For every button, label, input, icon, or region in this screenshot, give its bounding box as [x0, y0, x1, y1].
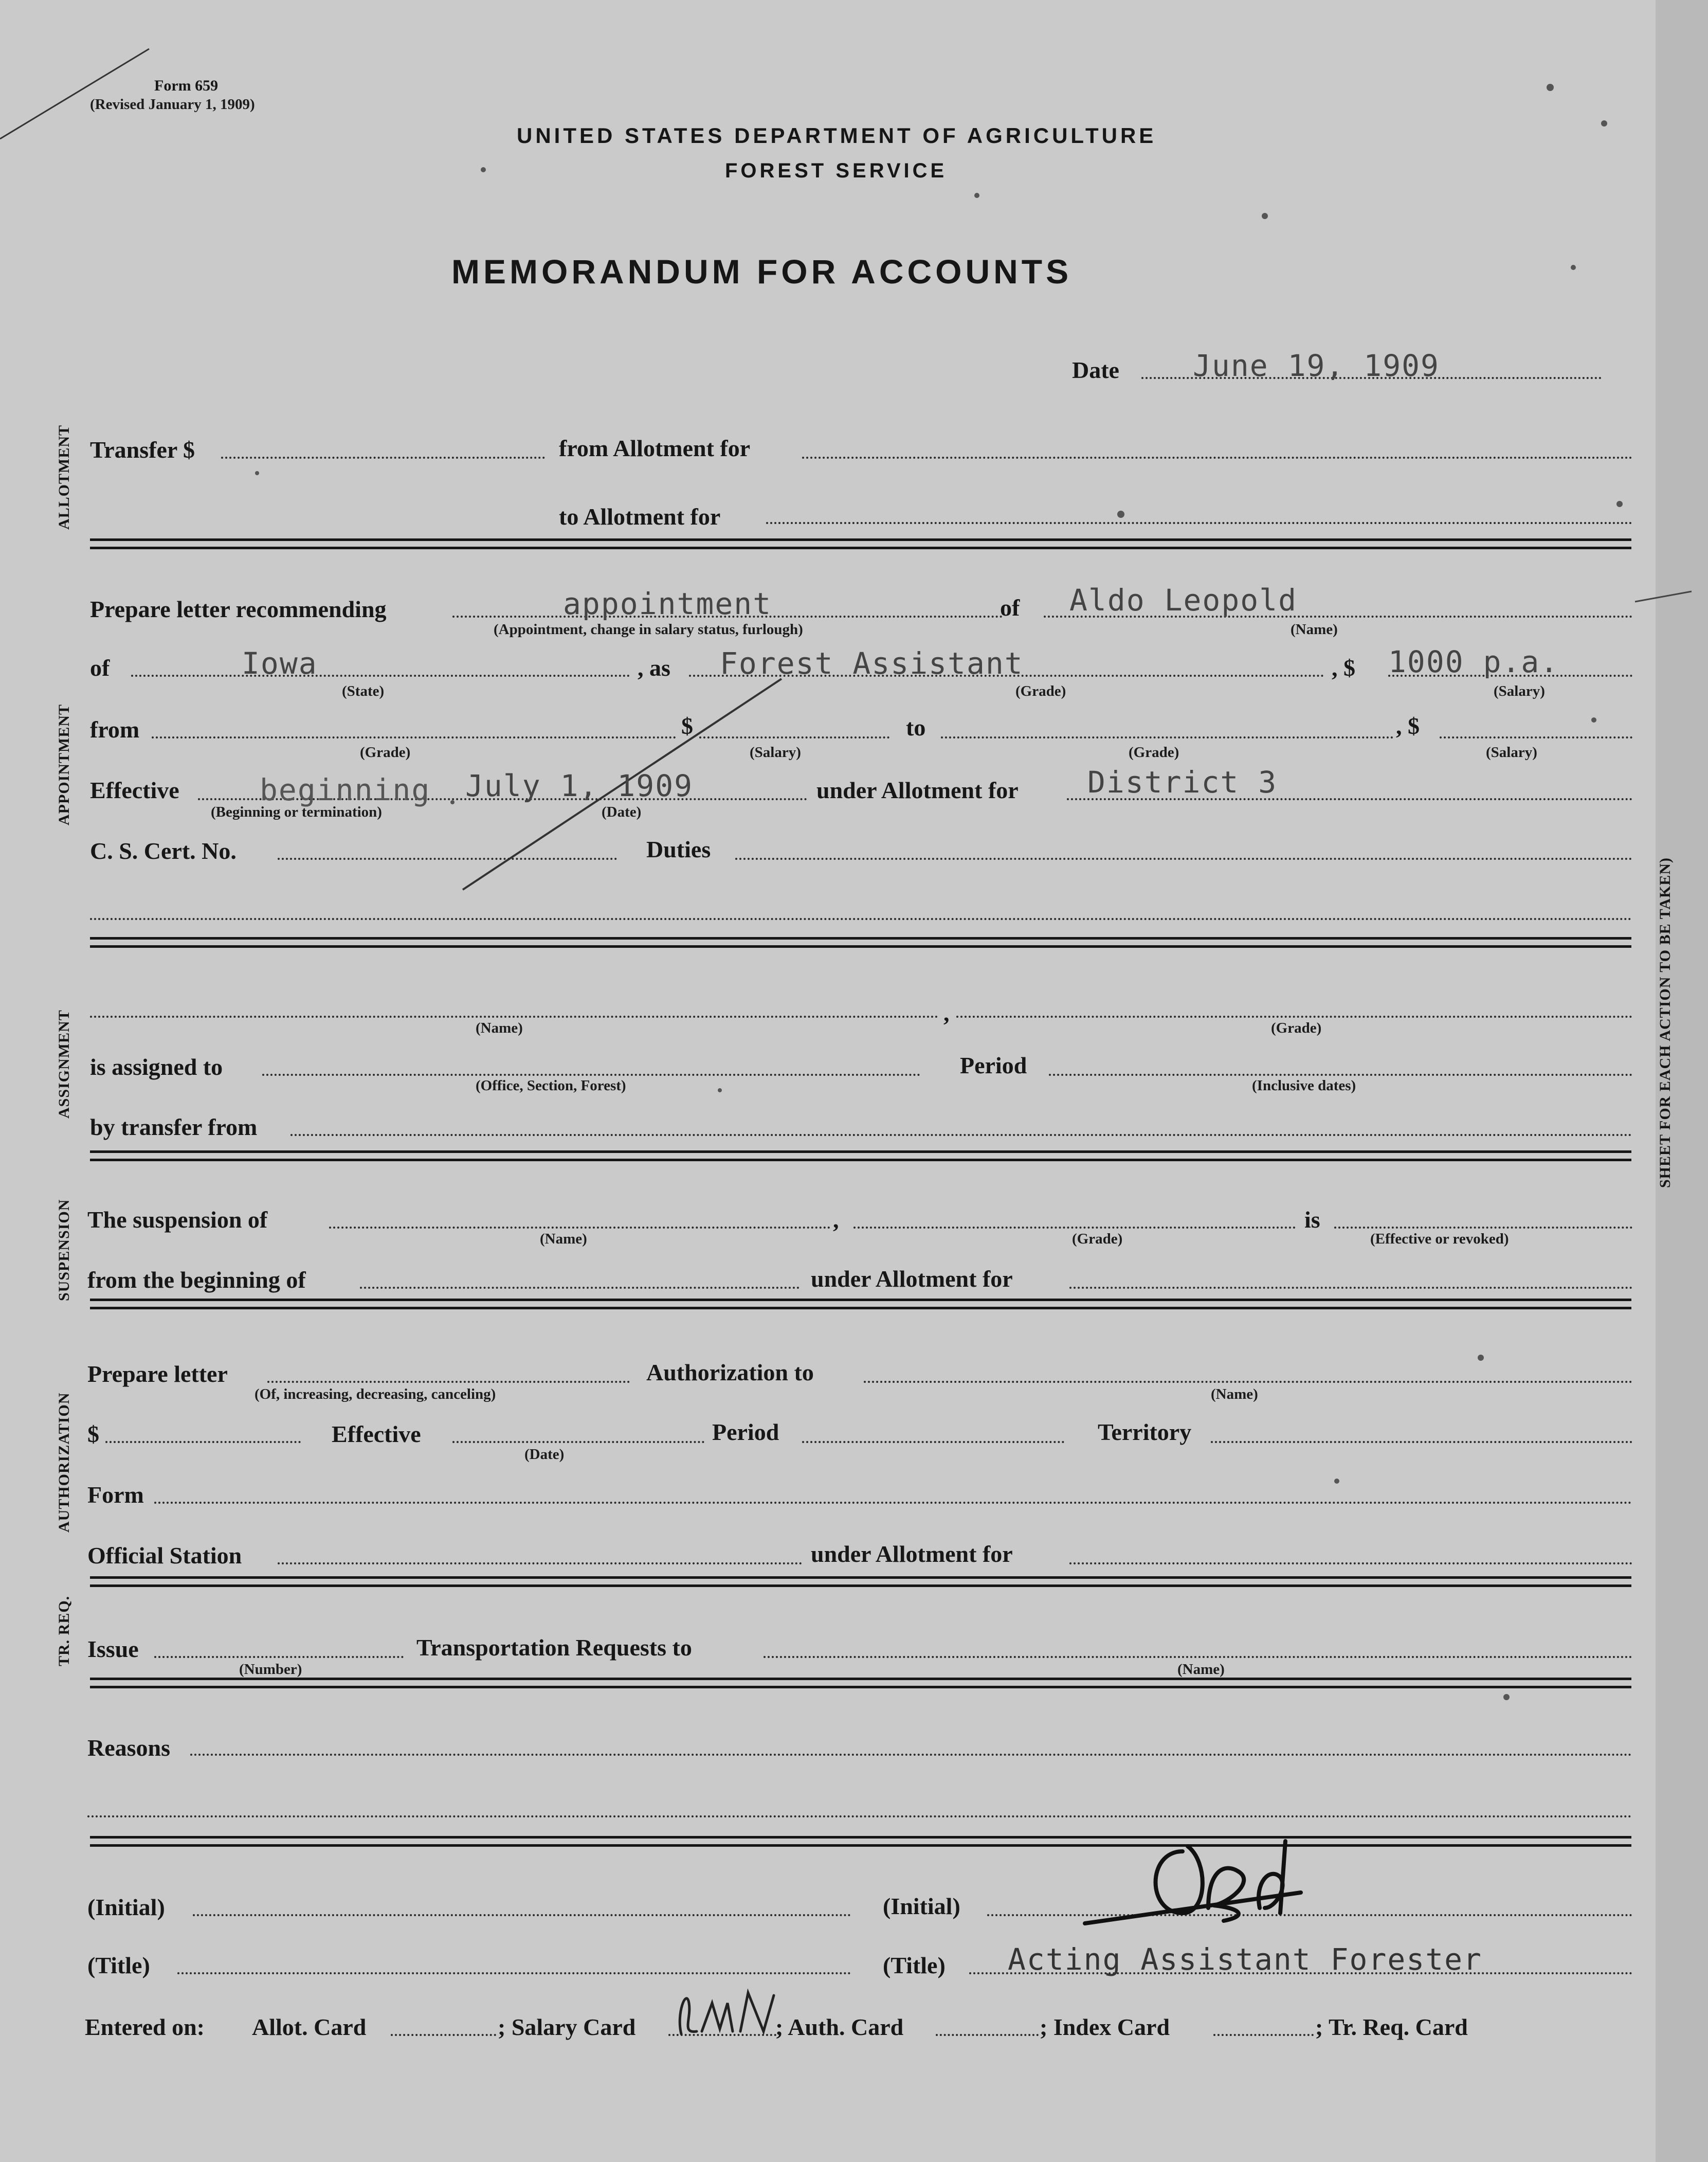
section-rule: [90, 1686, 1631, 1688]
assignee-comma: ,: [943, 1000, 950, 1026]
salary-card-label: ; Salary Card: [498, 2014, 636, 2040]
issue-number-caption: (Number): [239, 1661, 302, 1678]
auth-effective-field[interactable]: [452, 1441, 704, 1443]
section-rule: [90, 937, 1631, 940]
period-field[interactable]: [1049, 1074, 1632, 1076]
under-allotment-label: under Allotment for: [816, 777, 1019, 803]
auth-card-field[interactable]: [936, 2034, 1039, 2036]
section-rule: [90, 1576, 1631, 1579]
prepare-letter-label: Prepare letter recommending: [90, 596, 387, 622]
section-rule: [90, 538, 1631, 541]
initial-field-left[interactable]: [193, 1914, 851, 1916]
to-dollar-label: , $: [1396, 713, 1420, 739]
to-grade-caption: (Grade): [1129, 744, 1179, 761]
cert-label: C. S. Cert. No.: [90, 838, 237, 864]
page-title: MEMORANDUM FOR ACCOUNTS: [451, 253, 1073, 291]
suspension-under-label: under Allotment for: [811, 1266, 1013, 1292]
date-label: Date: [1072, 357, 1119, 383]
auth-territory-label: Territory: [1098, 1419, 1192, 1445]
index-card-field[interactable]: [1213, 2034, 1314, 2036]
duties-field-line2[interactable]: [90, 918, 1632, 920]
reasons-field-line2[interactable]: [87, 1815, 1632, 1817]
tr-req-card-label: ; Tr. Req. Card: [1315, 2014, 1468, 2040]
initials-signature: [1054, 1831, 1321, 1944]
auth-effective-label: Effective: [332, 1421, 421, 1447]
auth-date-caption: (Date): [524, 1446, 565, 1463]
side-label-suspension: SUSPENSION: [56, 1199, 72, 1301]
reasons-label: Reasons: [87, 1735, 171, 1761]
requests-to-field[interactable]: [764, 1656, 1632, 1658]
side-label-right-margin: SHEET FOR EACH ACTION TO BE TAKEN): [1657, 857, 1674, 1188]
salary-card-initials: [666, 1983, 789, 2044]
assigned-to-field[interactable]: [262, 1074, 920, 1076]
transfer-from-label: by transfer from: [90, 1114, 258, 1140]
to-salary-caption: (Salary): [1486, 744, 1537, 761]
section-rule: [90, 547, 1631, 549]
section-rule: [90, 1844, 1631, 1847]
duties-label: Duties: [646, 836, 711, 862]
auth-territory-field[interactable]: [1211, 1441, 1632, 1443]
auth-period-label: Period: [712, 1419, 779, 1445]
section-rule: [90, 1307, 1631, 1309]
title-field-left[interactable]: [177, 1972, 851, 1974]
requests-name-caption: (Name): [1177, 1661, 1225, 1678]
auth-prepare-field[interactable]: [267, 1381, 630, 1383]
department-heading: UNITED STATES DEPARTMENT OF AGRICULTURE: [517, 123, 1157, 148]
auth-form-label: Form: [87, 1482, 144, 1508]
title-value: Acting Assistant Forester: [1008, 1942, 1482, 1977]
suspension-grade-field[interactable]: [853, 1227, 1296, 1229]
allot-card-label: Allot. Card: [252, 2014, 367, 2040]
auth-name-caption: (Name): [1211, 1386, 1258, 1402]
auth-station-label: Official Station: [87, 1542, 242, 1569]
action-caption: (Appointment, change in salary status, furlough): [494, 621, 803, 638]
office-caption: (Office, Section, Forest): [476, 1077, 626, 1094]
effective-date-value: July 1, 1909: [465, 768, 694, 803]
from-salary-field[interactable]: [699, 736, 889, 738]
to-grade-field[interactable]: [941, 736, 1393, 738]
issue-number-field[interactable]: [154, 1656, 404, 1658]
auth-to-label: Authorization to: [646, 1359, 814, 1385]
from-label: from: [90, 716, 140, 743]
state-caption: (State): [342, 683, 385, 699]
side-label-assignment: ASSIGNMENT: [56, 1010, 72, 1119]
from-dollar-label: $: [681, 713, 693, 739]
section-rule: [90, 945, 1631, 948]
duties-field[interactable]: [735, 858, 1632, 860]
suspension-name-caption: (Name): [540, 1231, 587, 1247]
transfer-label: Transfer $: [90, 437, 195, 463]
form-revised: (Revised January 1, 1909): [90, 96, 255, 113]
requests-label: Transportation Requests to: [416, 1634, 692, 1661]
suspension-from-field[interactable]: [360, 1287, 800, 1289]
to-label: to: [906, 714, 926, 741]
side-label-authorization: AUTHORIZATION: [56, 1392, 72, 1533]
assignee-name-caption: (Name): [476, 1020, 523, 1036]
to-salary-field[interactable]: [1440, 736, 1632, 738]
issue-label: Issue: [87, 1636, 139, 1662]
section-rule: [90, 1584, 1631, 1587]
grade-caption: (Grade): [1015, 683, 1066, 699]
action-value: appointment: [563, 586, 772, 621]
of-state-label: of: [90, 655, 110, 681]
suspension-status-caption: (Effective or revoked): [1370, 1231, 1509, 1247]
date-value: June 19, 1909: [1193, 348, 1440, 383]
service-heading: FOREST SERVICE: [725, 159, 948, 182]
effective-caption: (Beginning or termination): [211, 804, 382, 820]
side-label-allotment: ALLOTMENT: [56, 424, 72, 530]
auth-dollar-label: $: [87, 1421, 99, 1447]
auth-amount-field[interactable]: [105, 1441, 301, 1443]
name-value: Aldo Leopold: [1069, 583, 1298, 618]
initial-label-right: (Initial): [883, 1893, 960, 1919]
state-field[interactable]: [131, 675, 630, 677]
state-value: Iowa: [242, 646, 318, 681]
section-rule: [90, 1150, 1631, 1153]
from-salary-caption: (Salary): [750, 744, 801, 761]
auth-period-field[interactable]: [802, 1441, 1064, 1443]
allotment-value: District 3: [1087, 765, 1278, 800]
grade-value: Forest Assistant: [720, 646, 1024, 681]
cert-field[interactable]: [278, 858, 617, 860]
salary-value: 1000 p.a.: [1388, 644, 1559, 679]
form-number: Form 659: [154, 77, 219, 94]
to-allotment-field[interactable]: [766, 522, 1632, 524]
of-label: of: [1000, 594, 1020, 621]
transfer-amount-field[interactable]: [221, 457, 545, 459]
auth-form-field[interactable]: [154, 1502, 1632, 1504]
section-rule: [90, 1836, 1631, 1839]
suspension-allotment-field[interactable]: [1069, 1287, 1632, 1289]
period-label: Period: [960, 1052, 1027, 1078]
initial-label-left: (Initial): [87, 1894, 165, 1920]
auth-prepare-label: Prepare letter: [87, 1361, 228, 1387]
from-grade-field[interactable]: [152, 736, 676, 738]
assigned-to-label: is assigned to: [90, 1054, 223, 1080]
suspension-from-label: from the beginning of: [87, 1267, 306, 1293]
effective-label: Effective: [90, 777, 179, 803]
suspension-is-label: is: [1304, 1206, 1320, 1233]
from-allotment-field[interactable]: [802, 457, 1632, 459]
reasons-field[interactable]: [190, 1754, 1632, 1756]
auth-prepare-caption: (Of, increasing, decreasing, canceling): [255, 1386, 496, 1402]
suspension-grade-caption: (Grade): [1072, 1231, 1123, 1247]
effective-date-caption: (Date): [602, 804, 642, 820]
suspension-status-field[interactable]: [1334, 1227, 1632, 1229]
side-label-appointment: APPOINTMENT: [56, 704, 72, 825]
section-rule: [90, 1678, 1631, 1680]
from-allotment-label: from Allotment for: [559, 435, 751, 461]
title-label-right: (Title): [883, 1952, 946, 1978]
auth-under-label: under Allotment for: [811, 1541, 1013, 1567]
from-grade-caption: (Grade): [360, 744, 411, 761]
assignee-name-field[interactable]: [90, 1016, 938, 1018]
period-caption: (Inclusive dates): [1252, 1077, 1356, 1094]
allot-card-field[interactable]: [391, 2034, 496, 2036]
salary-label: , $: [1332, 655, 1355, 681]
section-rule: [90, 1299, 1631, 1301]
salary-caption: (Salary): [1494, 683, 1545, 699]
effective-value: beginning: [260, 772, 431, 807]
suspension-comma: ,: [833, 1206, 839, 1233]
name-caption: (Name): [1291, 621, 1338, 638]
suspension-label: The suspension of: [87, 1206, 268, 1233]
index-card-label: ; Index Card: [1040, 2014, 1170, 2040]
assignee-grade-field[interactable]: [956, 1016, 1632, 1018]
to-allotment-label: to Allotment for: [559, 503, 721, 530]
auth-card-label: ; Auth. Card: [775, 2014, 904, 2040]
suspension-name-field[interactable]: [329, 1227, 830, 1229]
transfer-from-field[interactable]: [290, 1134, 1632, 1136]
auth-to-field[interactable]: [864, 1381, 1632, 1383]
auth-station-field[interactable]: [278, 1562, 802, 1564]
assignee-grade-caption: (Grade): [1271, 1020, 1322, 1036]
auth-allotment-field[interactable]: [1069, 1562, 1632, 1564]
entered-on-label: Entered on:: [85, 2014, 205, 2040]
section-rule: [90, 1159, 1631, 1161]
title-label-left: (Title): [87, 1952, 150, 1978]
side-label-tr-req: TR. REQ.: [56, 1595, 72, 1666]
as-label: , as: [638, 655, 670, 681]
